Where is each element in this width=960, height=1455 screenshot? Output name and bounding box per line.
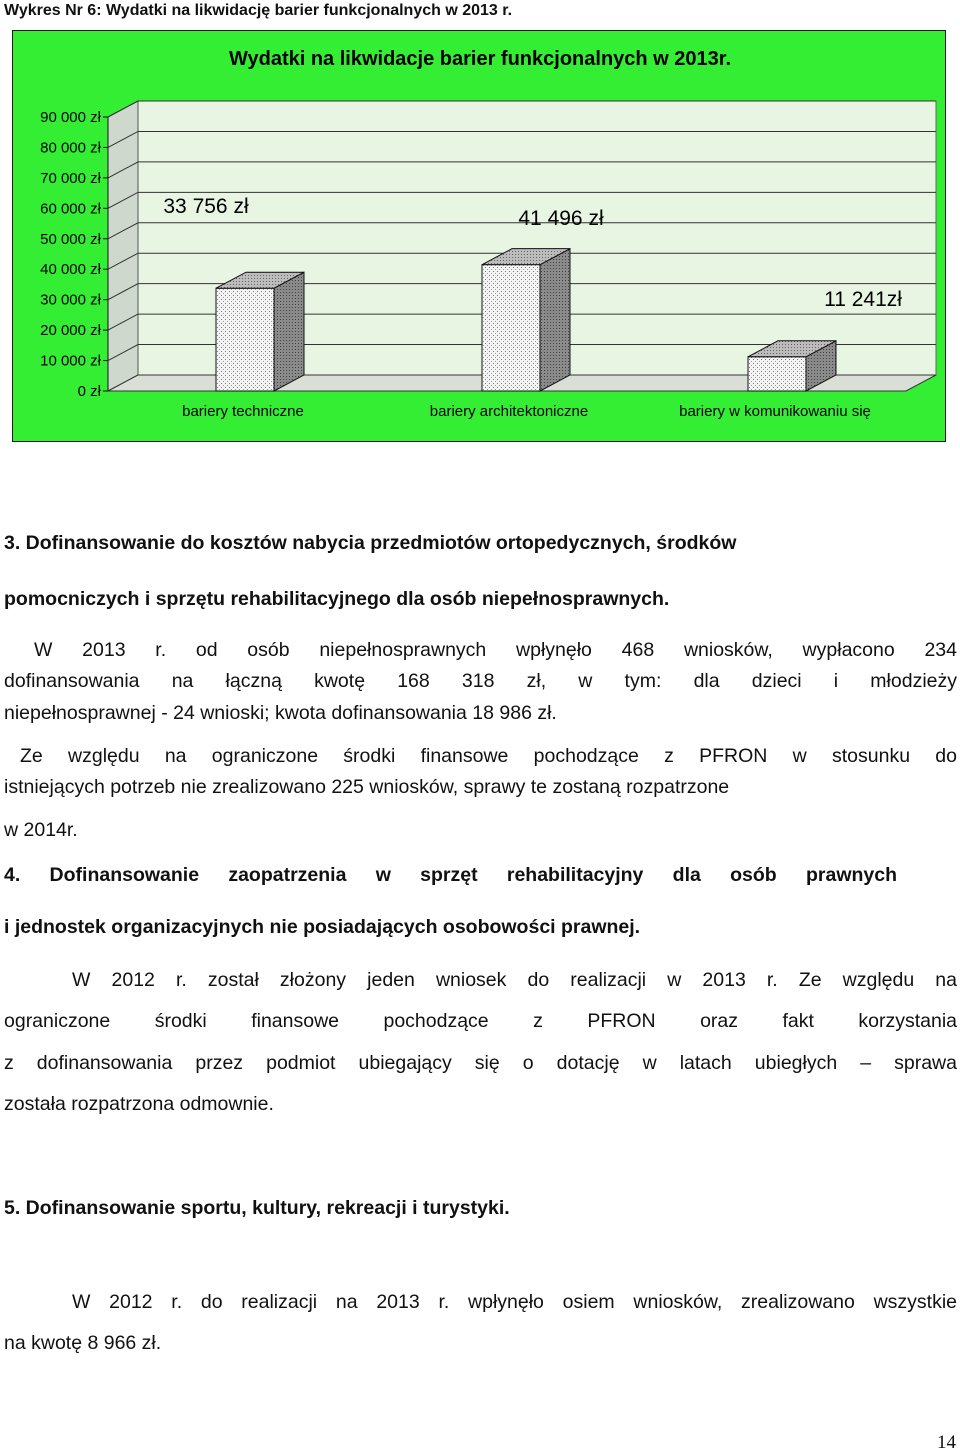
category-label: bariery w komunikowaniu się	[679, 403, 871, 420]
bar-front	[482, 265, 540, 391]
y-tick-label: 50 000 zł	[40, 230, 101, 248]
bar-side	[540, 249, 570, 391]
data-label: 11 241zł	[824, 288, 902, 311]
section3-heading-line2: pomocniczych i sprzętu rehabilitacyjnego dla osób niepełnosprawnych.	[4, 588, 670, 610]
category-label: bariery architektoniczne	[429, 403, 589, 420]
bar	[216, 272, 304, 391]
section4-heading-line2: i jednostek organizacyjnych nie posiadających osobowości prawnej.	[4, 916, 641, 938]
y-tick-label: 10 000 zł	[40, 352, 101, 370]
y-tick-label: 20 000 zł	[40, 322, 101, 340]
y-tick-label: 40 000 zł	[40, 261, 101, 279]
section4-para-line2: ograniczone środki finansowe pochodzące z PFRON oraz fakt korzystania	[4, 1010, 957, 1032]
chart-title: Wydatki na likwidacje barier funkcjonalnych w 2013r.	[228, 48, 732, 70]
data-label: 33 756 zł	[163, 195, 249, 218]
data-label: 41 496 zł	[518, 207, 604, 230]
section3-para2-line3: w 2014r.	[4, 819, 78, 841]
bar-front	[216, 288, 274, 391]
section3-para1-line1: W 2013 r. od osób niepełnosprawnych wpłynęło 468 wniosków, wypłacono 234	[34, 639, 957, 661]
section3-para2-line2: istniejących potrzeb nie zrealizowano 225 wniosków, sprawy te zostaną rozpatrzone	[4, 776, 730, 798]
y-tick-label: 80 000 zł	[40, 139, 101, 157]
y-tick-label: 0 zł	[77, 383, 101, 400]
section4-heading-line1: 4. Dofinansowanie zaopatrzenia w sprzęt rehabilitacyjny dla osób prawnych	[4, 864, 897, 886]
section4-para-line1: W 2012 r. został złożony jeden wniosek do realizacji w 2013 r. Ze względu na	[72, 969, 957, 991]
figure-caption: Wykres Nr 6: Wydatki na likwidację barier funkcjonalnych w 2013 r.	[4, 2, 513, 19]
bar-side	[274, 272, 304, 391]
chart-svg	[13, 31, 947, 443]
section3-para1-line2: dofinansowania na łączną kwotę 168 318 zł, w tym: dla dzieci i młodzieży	[4, 670, 957, 692]
section5-para-line1: W 2012 r. do realizacji na 2013 r. wpłynęło osiem wniosków, zrealizowano wszystkie	[72, 1291, 957, 1313]
section3-para2-line1: Ze względu na ograniczone środki finansowe pochodzące z PFRON w stosunku do	[20, 745, 957, 767]
section3-heading-line1: 3. Dofinansowanie do kosztów nabycia przedmiotów ortopedycznych, środków	[4, 532, 737, 554]
section5-heading: 5. Dofinansowanie sportu, kultury, rekreacji i turystyki.	[4, 1197, 510, 1219]
section4-para-line3: z dofinansowania przez podmiot ubiegający się o dotację w latach ubiegłych – sprawa	[4, 1052, 957, 1074]
section4-para-line4: została rozpatrzona odmownie.	[4, 1093, 274, 1115]
section5-para-line2: na kwotę 8 966 zł.	[4, 1332, 162, 1354]
y-tick-label: 70 000 zł	[40, 169, 101, 187]
category-label: bariery techniczne	[182, 403, 304, 420]
page-number: 14	[937, 1432, 956, 1453]
bar-chart	[12, 30, 946, 442]
section3-para1-line3: niepełnosprawnej - 24 wnioski; kwota dofinansowania 18 986 zł.	[4, 702, 557, 724]
bar-front	[748, 357, 806, 391]
y-tick-label: 60 000 zł	[40, 200, 101, 218]
y-tick-label: 90 000 zł	[40, 109, 101, 126]
y-tick-label: 30 000 zł	[40, 291, 101, 309]
bar	[482, 249, 570, 391]
